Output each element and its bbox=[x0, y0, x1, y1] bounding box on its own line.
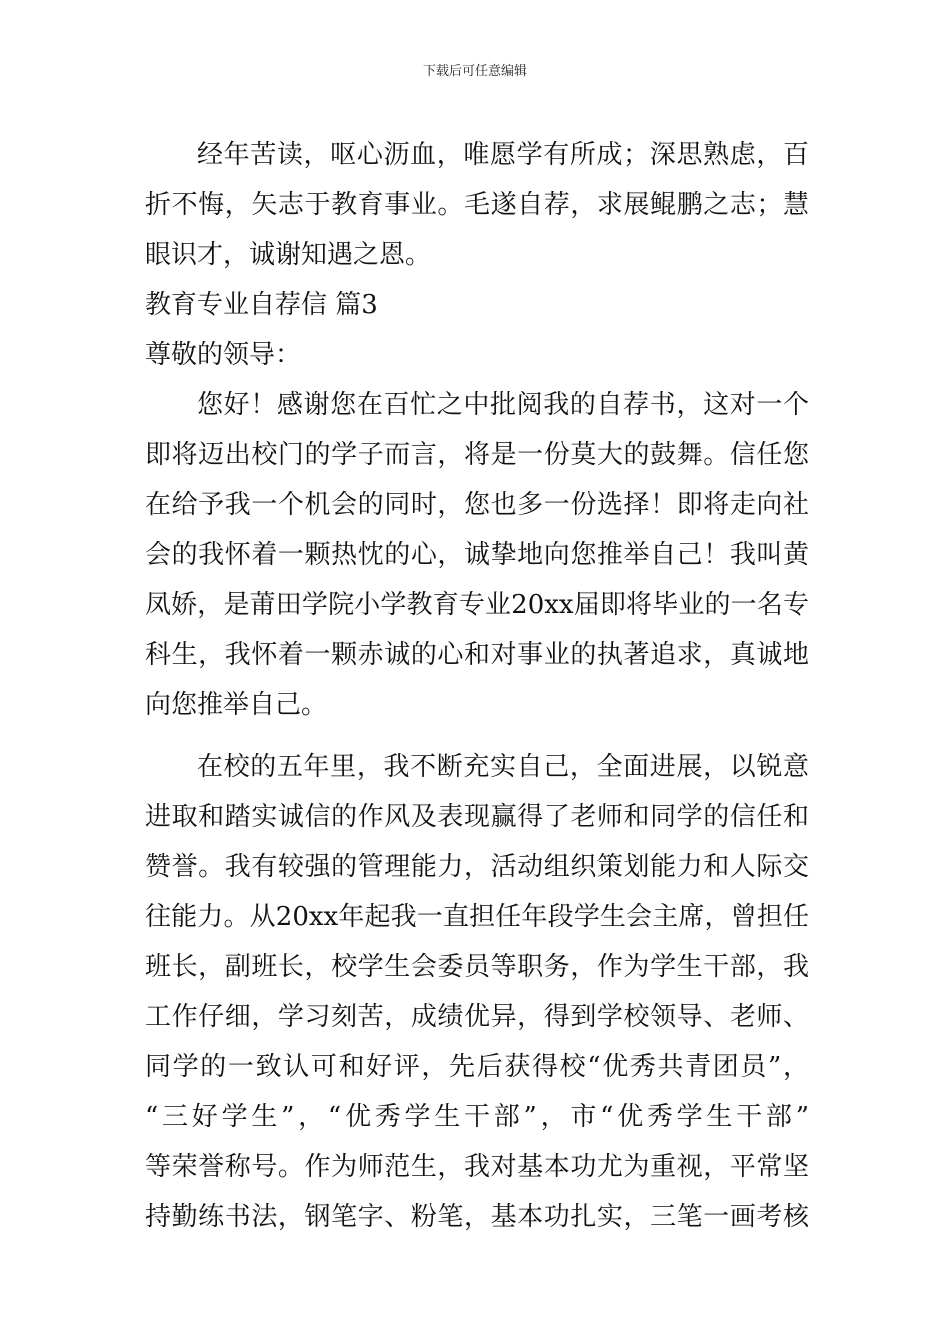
document-body bbox=[145, 130, 809, 1242]
paragraph-line: 向您推举自己。 bbox=[145, 690, 328, 720]
paragraph-line: 工作仔细，学习刻苦，成绩优异，得到学校领导、老师、 bbox=[145, 1002, 809, 1032]
paragraph-line: 在校的五年里，我不断充实自己，全面进展，以锐意 bbox=[197, 752, 809, 782]
paragraph-line: 您好！感谢您在百忙之中批阅我的自荐书，这对一个 bbox=[197, 390, 809, 420]
paragraph-line: 持勤练书法，钢笔字、粉笔，基本功扎实，三笔一画考核 bbox=[145, 1202, 809, 1232]
paragraph-gap bbox=[145, 730, 809, 742]
paragraph-line: 会的我怀着一颗热忱的心，诚挚地向您推举自己！我叫黄 bbox=[145, 540, 809, 570]
paragraph-line: 等荣誉称号。作为师范生，我对基本功尤为重视，平常坚 bbox=[145, 1152, 809, 1182]
paragraph-line: 进取和踏实诚信的作风及表现赢得了老师和同学的信任和 bbox=[145, 802, 809, 832]
paragraph-line: 眼识才，诚谢知遇之恩。 bbox=[145, 240, 432, 270]
paragraph-line: 在给予我一个机会的同时，您也多一份选择！即将走向社 bbox=[145, 490, 809, 520]
paragraph-line: 科生，我怀着一颗赤诚的心和对事业的执著追求，真诚地 bbox=[145, 640, 809, 670]
paragraph-line: 经年苦读，呕心沥血，唯愿学有所成；深思熟虑，百 bbox=[197, 140, 809, 170]
paragraph-line: 同学的一致认可和好评，先后获得校“优秀共青团员”， bbox=[145, 1052, 809, 1082]
paragraph-line: 折不悔，矢志于教育事业。毛遂自荐，求展鲲鹏之志；慧 bbox=[145, 190, 809, 220]
paragraph-line: 即将迈出校门的学子而言，将是一份莫大的鼓舞。信任您 bbox=[145, 440, 809, 470]
paragraph-line: 班长，副班长，校学生会委员等职务，作为学生干部，我 bbox=[145, 952, 809, 982]
paragraph-line: 赞誉。我有较强的管理能力，活动组织策划能力和人际交 bbox=[145, 852, 809, 882]
paragraph-line: 往能力。从20xx年起我一直担任年段学生会主席，曾担任 bbox=[145, 902, 809, 932]
section-heading: 教育专业自荐信 篇3 bbox=[145, 290, 378, 320]
salutation: 尊敬的领导： bbox=[145, 340, 302, 370]
paragraph-line: “三好学生”，“优秀学生干部”，市“优秀学生干部” bbox=[145, 1102, 809, 1132]
paragraph-line: 凤娇，是莆田学院小学教育专业20xx届即将毕业的一名专 bbox=[145, 590, 809, 620]
page-header-note: 下载后可任意编辑 bbox=[422, 64, 527, 79]
